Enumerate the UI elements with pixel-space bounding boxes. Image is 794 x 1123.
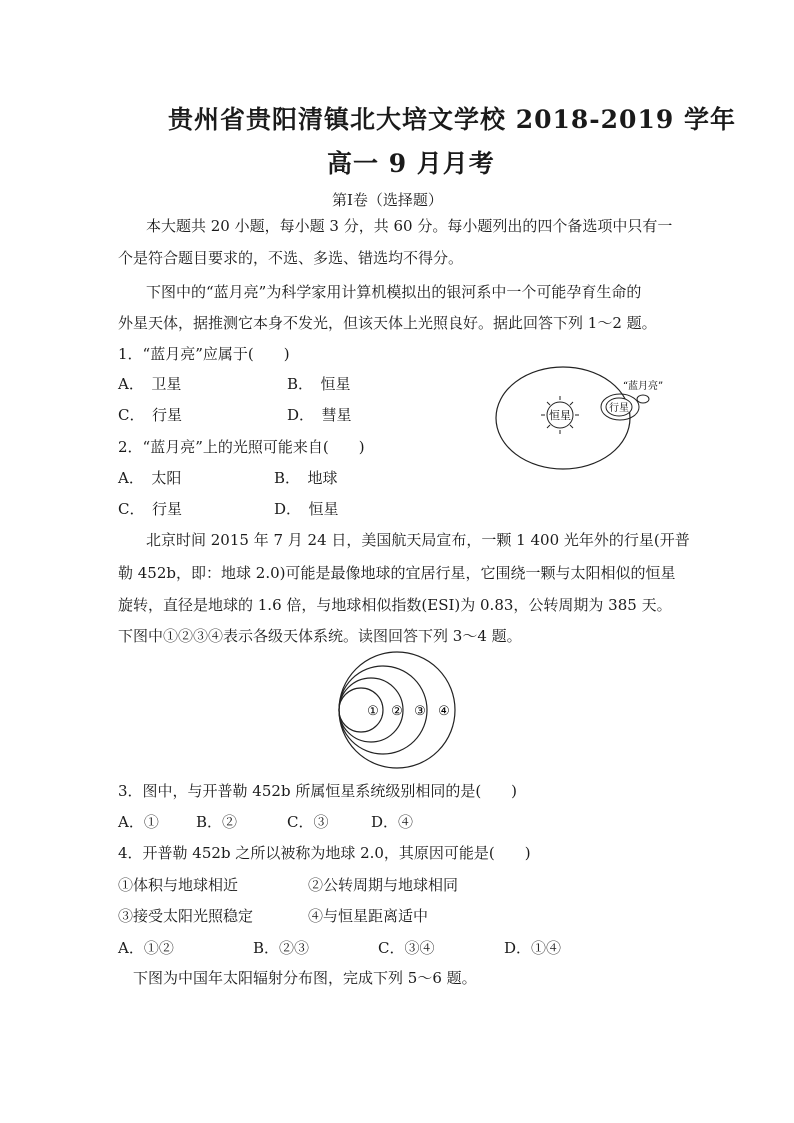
- question-2-option-c: C． 行星: [118, 500, 182, 518]
- exam-title-line1: 贵州省贵阳清镇北大培文学校 2018-2019 学年: [168, 105, 736, 134]
- question-2-stem: 2．“蓝月亮”上的光照可能来自( ): [118, 438, 365, 456]
- question-3-option-b: B．②: [196, 813, 238, 831]
- question-4-statement-3: ③接受太阳光照稳定: [118, 907, 254, 925]
- system-label-1: ①: [367, 704, 379, 719]
- question-4-option-a: A．①②: [118, 939, 174, 957]
- exam-title-line2: 高一 9 月月考: [327, 149, 495, 178]
- question-4-statement-1: ①体积与地球相近: [118, 876, 239, 894]
- question-3-option-d: D．④: [371, 813, 414, 831]
- passage1-line-1: 下图中的“蓝月亮”为科学家用计算机模拟出的银河系中一个可能孕育生命的: [146, 283, 642, 301]
- star-label: 恒星: [549, 409, 571, 422]
- section-heading: 第Ⅰ卷（选择题）: [332, 191, 443, 209]
- system-label-2: ②: [391, 704, 403, 719]
- question-1-option-d: D． 彗星: [287, 406, 352, 424]
- question-4-option-d: D．①④: [504, 939, 562, 957]
- blue-moon-body: [637, 395, 649, 403]
- question-4-stem: 4．开普勒 452b 之所以被称为地球 2.0，其原因可能是( ): [118, 844, 531, 862]
- passage2-line-3: 旋转，直径是地球的 1.6 倍，与地球相似指数(ESI)为 0.83，公转周期为 385 天。: [118, 596, 672, 614]
- system-label-3: ③: [414, 704, 426, 719]
- question-3-option-c: C．③: [287, 813, 329, 831]
- question-1-option-c: C． 行星: [118, 406, 182, 424]
- question-1-stem: 1．“蓝月亮”应属于( ): [118, 345, 290, 363]
- question-2-option-b: B． 地球: [274, 469, 338, 487]
- figure-celestial-systems: [333, 650, 463, 770]
- question-4-option-c: C．③④: [378, 939, 435, 957]
- intro-line-2: 个是符合题目要求的，不选、多选、错选均不得分。: [118, 249, 464, 267]
- blue-moon-label: “蓝月亮”: [622, 381, 664, 392]
- passage2-line-4: 下图中①②③④表示各级天体系统。读图回答下列 3～4 题。: [118, 627, 522, 645]
- system-label-4: ④: [438, 704, 450, 719]
- figure-blue-moon-orbit: [495, 365, 675, 475]
- passage2-line-1: 北京时间 2015 年 7 月 24 日，美国航天局宣布，一颗 1 400 光年外的行星(开普: [146, 531, 690, 549]
- planet-label: 行星: [609, 403, 629, 414]
- question-4-statement-4: ④与恒星距离适中: [308, 907, 429, 925]
- passage1-line-2: 外星天体，据推测它本身不发光，但该天体上光照良好。据此回答下列 1～2 题。: [118, 314, 657, 332]
- question-3-stem: 3．图中，与开普勒 452b 所属恒星系统级别相同的是( ): [118, 782, 518, 800]
- passage2-line-2: 勒 452b，即：地球 2.0)可能是最像地球的宜居行星，它围绕一颗与太阳相似的恒星: [118, 564, 676, 582]
- question-1-option-b: B． 恒星: [287, 375, 351, 393]
- intro-line-1: 本大题共 20 小题，每小题 3 分，共 60 分。每小题列出的四个备选项中只有一: [146, 217, 673, 235]
- question-4-option-b: B．②③: [253, 939, 310, 957]
- question-2-option-a: A． 太阳: [118, 469, 182, 487]
- passage3-line-1: 下图为中国年太阳辐射分布图，完成下列 5～6 题。: [133, 969, 477, 987]
- question-2-option-d: D． 恒星: [274, 500, 339, 518]
- question-3-option-a: A．①: [118, 813, 159, 831]
- question-1-option-a: A． 卫星: [118, 375, 182, 393]
- question-4-statement-2: ②公转周期与地球相同: [308, 876, 459, 894]
